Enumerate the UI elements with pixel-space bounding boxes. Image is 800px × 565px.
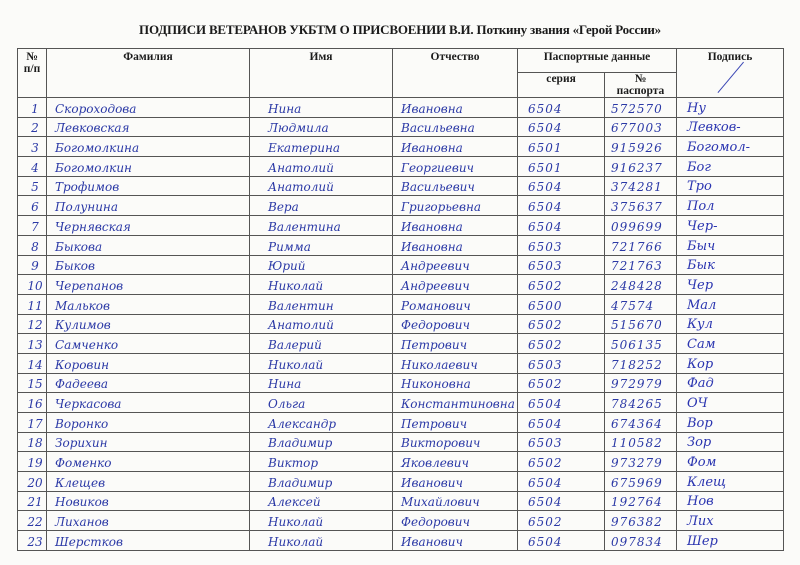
name-cell: Нина: [250, 98, 393, 118]
passport-number-cell: 677003: [605, 117, 677, 137]
surname-cell: Лиханов: [47, 511, 250, 531]
signature-cell: Клещ: [677, 472, 784, 492]
name-cell: Екатерина: [250, 137, 393, 157]
row-number: 5: [18, 176, 47, 196]
surname-cell: Кулимов: [47, 314, 250, 334]
signature-cell: Бык: [677, 255, 784, 275]
signature-cell: Чер-: [677, 216, 784, 236]
passport-number-cell: 47574: [605, 294, 677, 314]
surname-cell: Чернявская: [47, 216, 250, 236]
name-cell: Юрий: [250, 255, 393, 275]
passport-series-cell: 6504: [518, 472, 605, 492]
signature-cell: Вор: [677, 413, 784, 433]
name-cell: Валерий: [250, 334, 393, 354]
name-cell: Александр: [250, 413, 393, 433]
patronymic-cell: Яковлевич: [393, 452, 518, 472]
table-row: [18, 176, 784, 196]
table-row: [18, 314, 784, 334]
signature-cell: Чер: [677, 275, 784, 295]
passport-series-cell: 6504: [518, 176, 605, 196]
header-patronymic: Отчество: [393, 49, 518, 98]
passport-number-cell: 572570: [605, 98, 677, 118]
name-cell: Виктор: [250, 452, 393, 472]
passport-number-cell: 375637: [605, 196, 677, 216]
patronymic-cell: Ивановна: [393, 137, 518, 157]
signature-cell: Сам: [677, 334, 784, 354]
row-number: 1: [18, 98, 47, 118]
passport-number-cell: 110582: [605, 432, 677, 452]
table-row: [18, 413, 784, 433]
patronymic-cell: Петрович: [393, 413, 518, 433]
signature-cell: Кор: [677, 353, 784, 373]
patronymic-cell: Никоновна: [393, 373, 518, 393]
passport-number-cell: 506135: [605, 334, 677, 354]
row-number: 19: [18, 452, 47, 472]
surname-cell: Богомолкина: [47, 137, 250, 157]
signature-cell: Пол: [677, 196, 784, 216]
signature-cell: Фом: [677, 452, 784, 472]
passport-series-cell: 6503: [518, 353, 605, 373]
signature-table: [17, 48, 784, 551]
passport-number-cell: 721763: [605, 255, 677, 275]
surname-cell: Трофимов: [47, 176, 250, 196]
name-cell: Николай: [250, 353, 393, 373]
patronymic-cell: Георгиевич: [393, 157, 518, 177]
passport-number-cell: 097834: [605, 531, 677, 551]
row-number: 8: [18, 235, 47, 255]
name-cell: Анатолий: [250, 176, 393, 196]
surname-cell: Новиков: [47, 491, 250, 511]
passport-series-cell: 6504: [518, 196, 605, 216]
passport-series-cell: 6502: [518, 314, 605, 334]
surname-cell: Быков: [47, 255, 250, 275]
row-number: 21: [18, 491, 47, 511]
patronymic-cell: Ивановна: [393, 98, 518, 118]
patronymic-cell: Викторович: [393, 432, 518, 452]
patronymic-cell: Андреевич: [393, 255, 518, 275]
name-cell: Николай: [250, 275, 393, 295]
header-name: Имя: [250, 49, 393, 98]
table-row: [18, 235, 784, 255]
passport-series-cell: 6503: [518, 255, 605, 275]
header-passport-no-line1: №: [634, 73, 647, 85]
row-number: 14: [18, 353, 47, 373]
header-passport-no: [605, 73, 677, 98]
row-number: 4: [18, 157, 47, 177]
table-row: [18, 98, 784, 118]
row-number: 6: [18, 196, 47, 216]
table-row: [18, 353, 784, 373]
signature-cell: Кул: [677, 314, 784, 334]
table-row: [18, 157, 784, 177]
table-body: [18, 98, 784, 551]
surname-cell: Черкасова: [47, 393, 250, 413]
passport-series-cell: 6504: [518, 216, 605, 236]
name-cell: Владимир: [250, 472, 393, 492]
signature-cell: ОЧ: [677, 393, 784, 413]
header-passport-no-line2: паспорта: [616, 85, 665, 97]
passport-number-cell: 515670: [605, 314, 677, 334]
row-number: 11: [18, 294, 47, 314]
table-row: [18, 472, 784, 492]
passport-series-cell: 6502: [518, 373, 605, 393]
passport-number-cell: 248428: [605, 275, 677, 295]
row-number: 3: [18, 137, 47, 157]
surname-cell: Зорихин: [47, 432, 250, 452]
row-number: 18: [18, 432, 47, 452]
passport-series-cell: 6501: [518, 157, 605, 177]
table-row: [18, 373, 784, 393]
patronymic-cell: Иванович: [393, 472, 518, 492]
passport-series-cell: 6504: [518, 413, 605, 433]
passport-series-cell: 6502: [518, 511, 605, 531]
table-row: [18, 255, 784, 275]
row-number: 17: [18, 413, 47, 433]
patronymic-cell: Михайлович: [393, 491, 518, 511]
table-row: [18, 216, 784, 236]
surname-cell: Левковская: [47, 117, 250, 137]
passport-number-cell: 718252: [605, 353, 677, 373]
row-number: 16: [18, 393, 47, 413]
signature-cell: Шер: [677, 531, 784, 551]
surname-cell: Фоменко: [47, 452, 250, 472]
passport-number-cell: 976382: [605, 511, 677, 531]
table-row: [18, 531, 784, 551]
header-surname: Фамилия: [47, 49, 250, 98]
patronymic-cell: Ивановна: [393, 216, 518, 236]
table-row: [18, 452, 784, 472]
passport-series-cell: 6504: [518, 491, 605, 511]
name-cell: Валентина: [250, 216, 393, 236]
signature-cell: Фад: [677, 373, 784, 393]
table-row: [18, 137, 784, 157]
signature-cell: Богомол-: [677, 137, 784, 157]
table-row: [18, 117, 784, 137]
signature-cell: Нов: [677, 491, 784, 511]
name-cell: Валентин: [250, 294, 393, 314]
name-cell: Владимир: [250, 432, 393, 452]
name-cell: Римма: [250, 235, 393, 255]
name-cell: Анатолий: [250, 314, 393, 334]
passport-number-cell: 915926: [605, 137, 677, 157]
passport-series-cell: 6504: [518, 117, 605, 137]
passport-number-cell: 973279: [605, 452, 677, 472]
header-num-line1: №: [26, 51, 38, 63]
row-number: 20: [18, 472, 47, 492]
patronymic-cell: Ивановна: [393, 235, 518, 255]
signature-cell: Лих: [677, 511, 784, 531]
row-number: 15: [18, 373, 47, 393]
header-num: [18, 49, 47, 98]
table-row: [18, 334, 784, 354]
row-number: 10: [18, 275, 47, 295]
patronymic-cell: Петрович: [393, 334, 518, 354]
surname-cell: Богомолкин: [47, 157, 250, 177]
row-number: 7: [18, 216, 47, 236]
name-cell: Вера: [250, 196, 393, 216]
header-series: серия: [518, 73, 605, 98]
passport-number-cell: 972979: [605, 373, 677, 393]
table-row: [18, 275, 784, 295]
surname-cell: Черепанов: [47, 275, 250, 295]
signature-cell: Бог: [677, 157, 784, 177]
surname-cell: Мальков: [47, 294, 250, 314]
passport-series-cell: 6502: [518, 334, 605, 354]
passport-series-cell: 6501: [518, 137, 605, 157]
passport-series-cell: 6504: [518, 98, 605, 118]
surname-cell: Фадеева: [47, 373, 250, 393]
passport-number-cell: 674364: [605, 413, 677, 433]
signature-cell: Ну: [677, 98, 784, 118]
table-row: [18, 491, 784, 511]
patronymic-cell: Григорьевна: [393, 196, 518, 216]
passport-series-cell: 6503: [518, 432, 605, 452]
passport-number-cell: 675969: [605, 472, 677, 492]
signature-cell: Быч: [677, 235, 784, 255]
patronymic-cell: Романович: [393, 294, 518, 314]
passport-series-cell: 6504: [518, 531, 605, 551]
passport-number-cell: 721766: [605, 235, 677, 255]
passport-number-cell: 916237: [605, 157, 677, 177]
passport-number-cell: 192764: [605, 491, 677, 511]
document-title: ПОДПИСИ ВЕТЕРАНОВ УКБТМ О ПРИСВОЕНИИ В.И. Поткину звания «Герой России»: [139, 22, 661, 37]
surname-cell: Воронко: [47, 413, 250, 433]
surname-cell: Скороходова: [47, 98, 250, 118]
surname-cell: Самченко: [47, 334, 250, 354]
surname-cell: Полунина: [47, 196, 250, 216]
name-cell: Анатолий: [250, 157, 393, 177]
surname-cell: Быкова: [47, 235, 250, 255]
signature-cell: Мал: [677, 294, 784, 314]
surname-cell: Шерстков: [47, 531, 250, 551]
name-cell: Людмила: [250, 117, 393, 137]
passport-number-cell: 784265: [605, 393, 677, 413]
table-row: [18, 511, 784, 531]
patronymic-cell: Константиновна: [393, 393, 518, 413]
signature-cell: Зор: [677, 432, 784, 452]
row-number: 22: [18, 511, 47, 531]
surname-cell: Коровин: [47, 353, 250, 373]
passport-number-cell: 374281: [605, 176, 677, 196]
table-row: [18, 432, 784, 452]
passport-number-cell: 099699: [605, 216, 677, 236]
table-row: [18, 393, 784, 413]
passport-series-cell: 6503: [518, 235, 605, 255]
name-cell: Николай: [250, 511, 393, 531]
patronymic-cell: Федорович: [393, 511, 518, 531]
signature-cell: Тро: [677, 176, 784, 196]
name-cell: Николай: [250, 531, 393, 551]
passport-series-cell: 6500: [518, 294, 605, 314]
surname-cell: Клещев: [47, 472, 250, 492]
header-signature: Подпись: [677, 49, 784, 98]
header-passport: Паспортные данные: [518, 49, 677, 73]
patronymic-cell: Васильевна: [393, 117, 518, 137]
table-row: [18, 294, 784, 314]
row-number: 13: [18, 334, 47, 354]
patronymic-cell: Васильевич: [393, 176, 518, 196]
patronymic-cell: Андреевич: [393, 275, 518, 295]
patronymic-cell: Николаевич: [393, 353, 518, 373]
passport-series-cell: 6504: [518, 393, 605, 413]
row-number: 2: [18, 117, 47, 137]
passport-series-cell: 6502: [518, 275, 605, 295]
row-number: 23: [18, 531, 47, 551]
name-cell: Нина: [250, 373, 393, 393]
table-row: [18, 196, 784, 216]
signature-cell: Левков-: [677, 117, 784, 137]
name-cell: Ольга: [250, 393, 393, 413]
row-number: 12: [18, 314, 47, 334]
name-cell: Алексей: [250, 491, 393, 511]
header-num-line2: п/п: [23, 63, 41, 75]
patronymic-cell: Иванович: [393, 531, 518, 551]
patronymic-cell: Федорович: [393, 314, 518, 334]
passport-series-cell: 6502: [518, 452, 605, 472]
row-number: 9: [18, 255, 47, 275]
